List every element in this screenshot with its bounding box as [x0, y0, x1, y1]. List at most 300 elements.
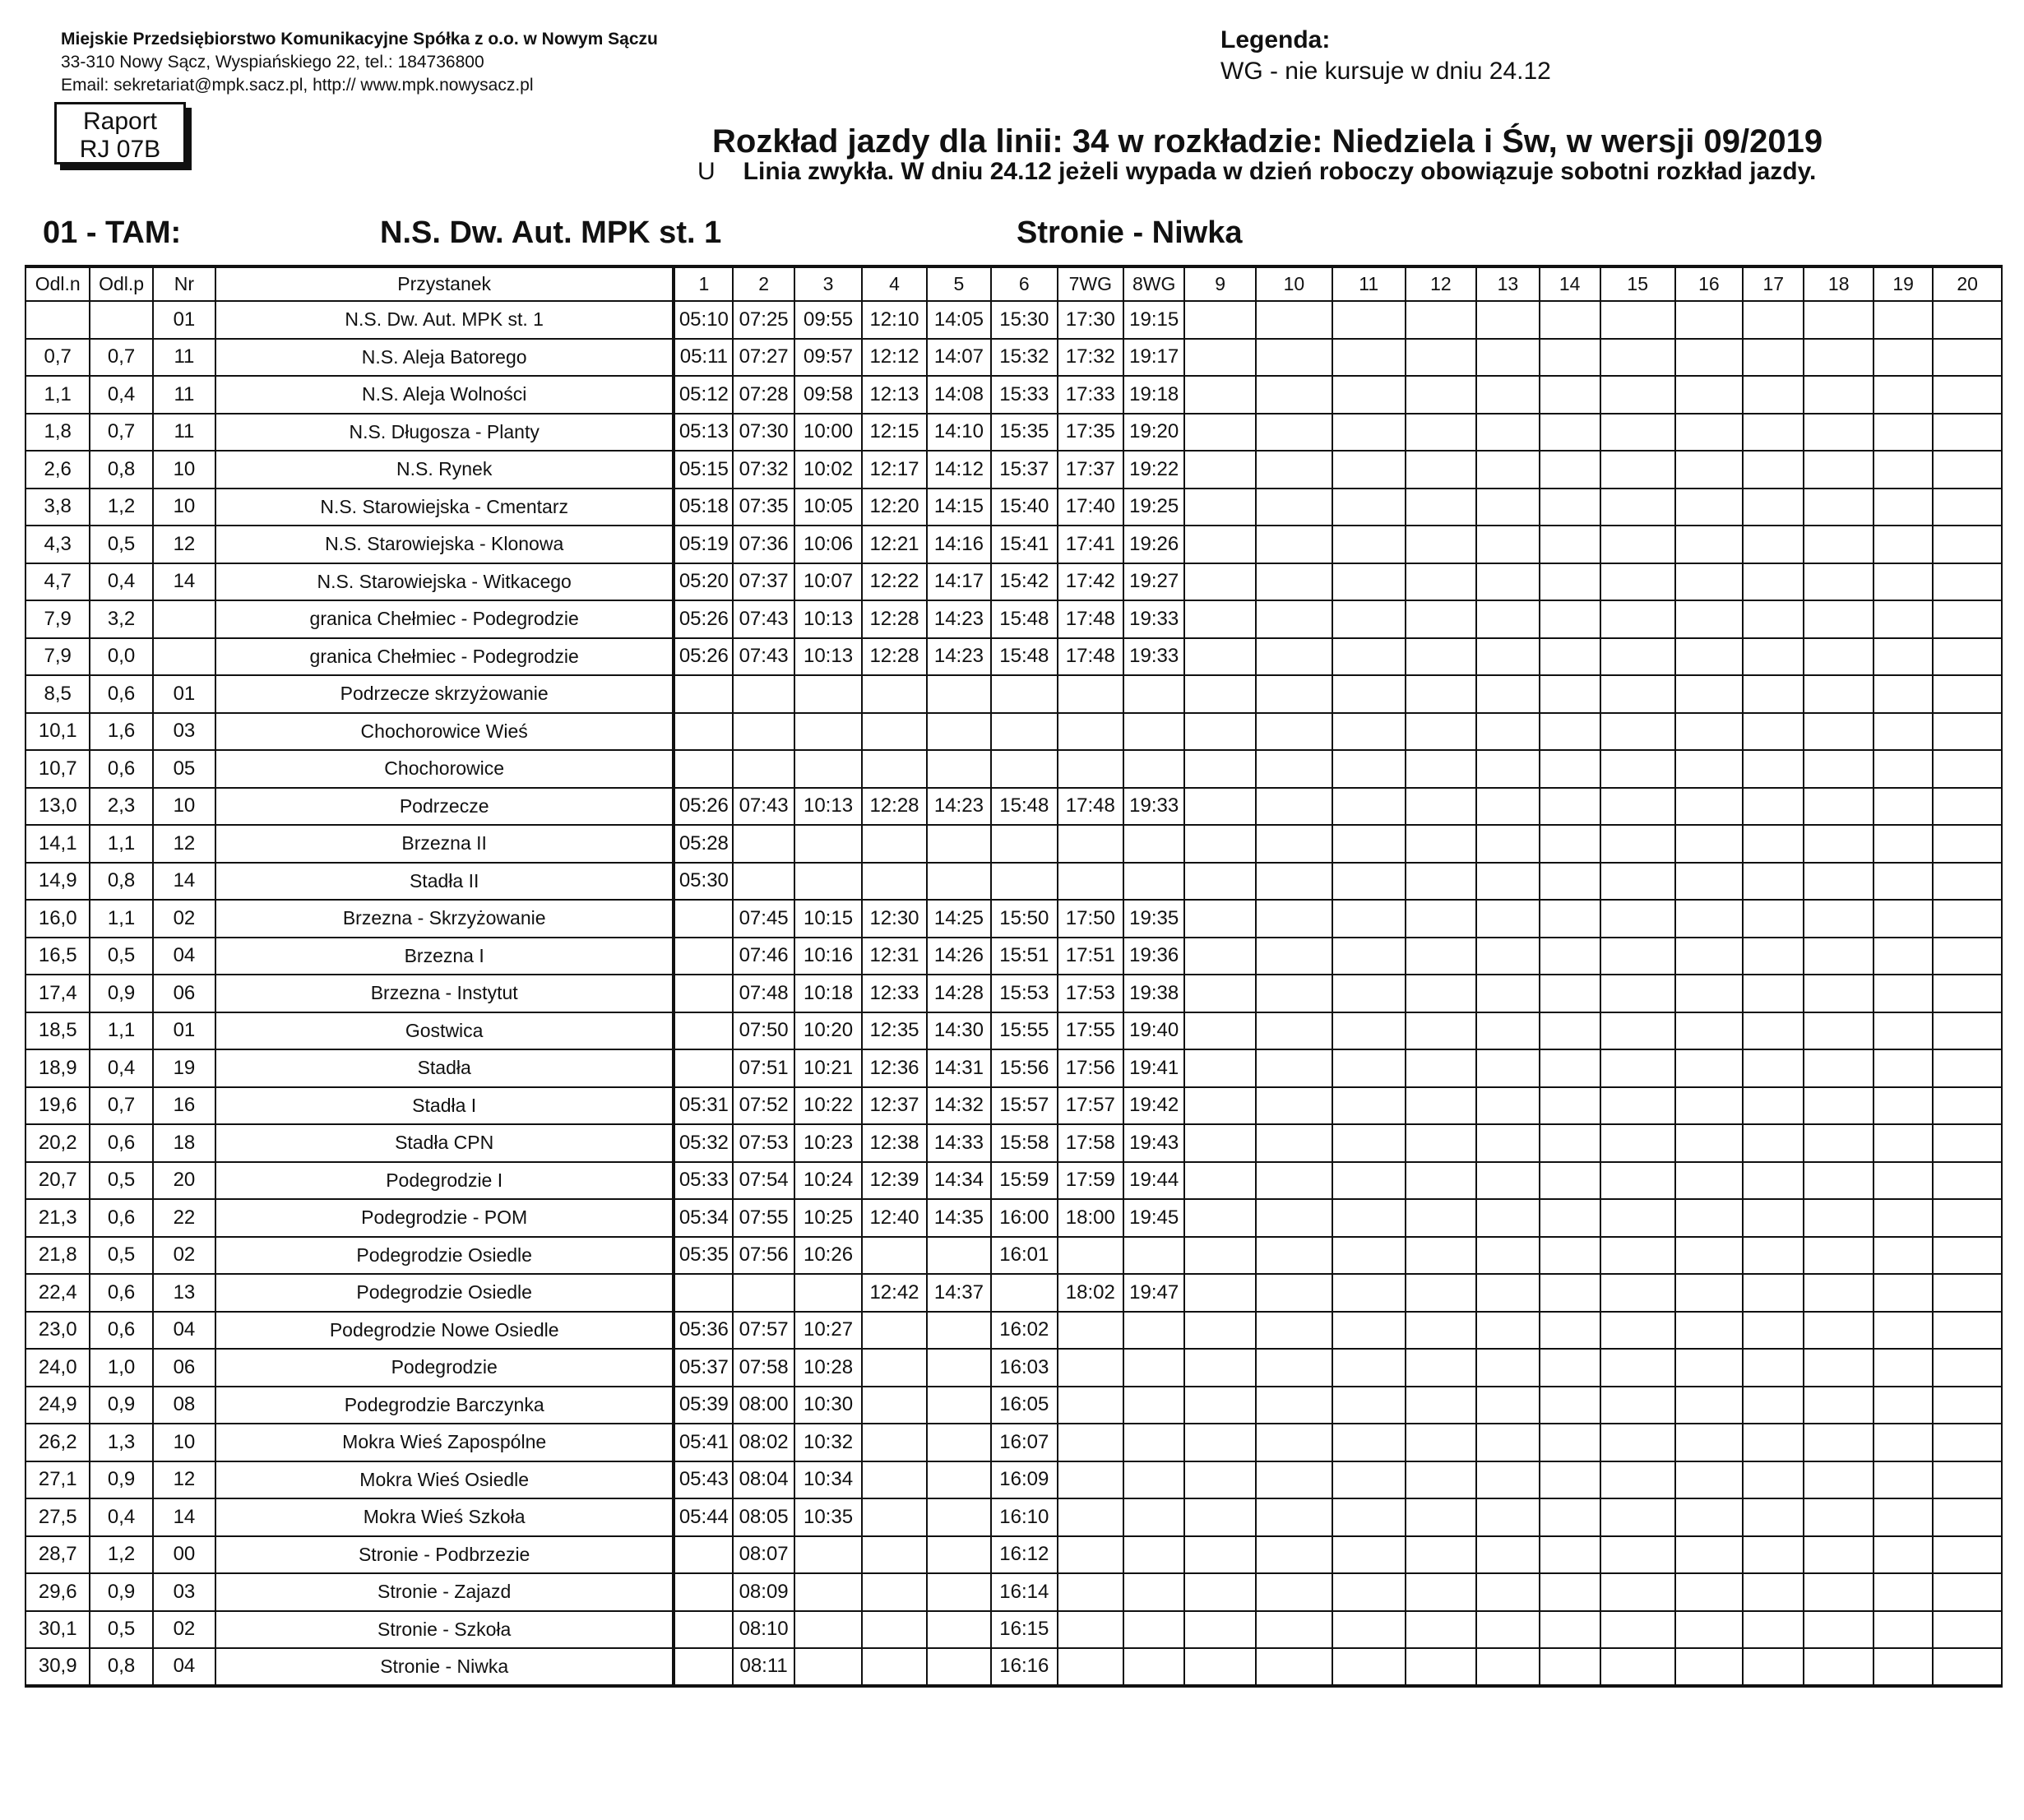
departure-time-cell	[1184, 1424, 1256, 1461]
distance-segment-cell: 0,5	[90, 938, 152, 975]
departure-time-cell	[1476, 638, 1539, 676]
departure-time-cell	[1406, 975, 1477, 1012]
departure-time-cell	[1476, 1012, 1539, 1050]
departure-time-cell	[1675, 1087, 1744, 1125]
departure-time-cell	[1476, 1274, 1539, 1312]
distance-segment-cell: 0,6	[90, 675, 152, 713]
departure-time-cell: 10:00	[794, 414, 863, 452]
distance-total-cell: 20,7	[25, 1162, 90, 1200]
stop-number-cell: 16	[153, 1087, 215, 1125]
table-row	[25, 1312, 2002, 1350]
departure-time-cell	[1675, 339, 1744, 377]
departure-time-cell: 10:27	[794, 1312, 863, 1350]
distance-segment-cell: 0,4	[90, 1498, 152, 1536]
stop-name-cell: Podegrodzie Osiedle	[215, 1274, 674, 1312]
stop-name-cell: Mokra Wieś Szkoła	[215, 1498, 674, 1536]
departure-time-cell	[733, 863, 794, 901]
departure-time-cell	[1332, 825, 1406, 863]
direction-from: N.S. Dw. Aut. MPK st. 1	[380, 215, 722, 250]
departure-time-cell	[927, 1498, 991, 1536]
departure-time-cell: 07:51	[733, 1049, 794, 1087]
departure-time-cell	[733, 825, 794, 863]
departure-time-cell	[1743, 1648, 1804, 1686]
departure-time-cell	[1058, 713, 1123, 751]
departure-time-cell	[1256, 638, 1332, 676]
departure-time-cell	[1123, 863, 1184, 901]
departure-time-cell: 10:13	[794, 600, 863, 638]
departure-time-cell	[1540, 489, 1600, 526]
departure-time-cell	[1675, 301, 1744, 339]
departure-time-cell	[1933, 1648, 2002, 1686]
departure-time-cell	[1873, 600, 1933, 638]
departure-time-cell: 15:48	[991, 600, 1057, 638]
departure-time-cell: 07:45	[733, 900, 794, 938]
departure-time-cell	[1540, 1387, 1600, 1424]
departure-time-cell: 05:26	[674, 638, 733, 676]
departure-time-cell	[1256, 825, 1332, 863]
departure-time-cell	[1406, 1274, 1477, 1312]
departure-time-cell: 08:09	[733, 1573, 794, 1611]
departure-time-cell	[674, 1274, 733, 1312]
departure-time-cell	[1675, 376, 1744, 414]
departure-time-cell: 07:27	[733, 339, 794, 377]
departure-time-cell: 16:10	[991, 1498, 1057, 1536]
departure-time-cell: 17:42	[1058, 563, 1123, 601]
departure-time-cell: 12:42	[862, 1274, 926, 1312]
departure-time-cell	[733, 750, 794, 788]
column-header: 18	[1804, 266, 1873, 301]
departure-time-cell	[1743, 1611, 1804, 1649]
departure-time-cell	[1476, 451, 1539, 489]
departure-time-cell	[1540, 339, 1600, 377]
distance-total-cell: 21,8	[25, 1237, 90, 1275]
departure-time-cell	[794, 863, 863, 901]
departure-time-cell	[1476, 414, 1539, 452]
distance-segment-cell: 0,9	[90, 1387, 152, 1424]
departure-time-cell: 08:00	[733, 1387, 794, 1424]
stop-number-cell: 12	[153, 1461, 215, 1499]
departure-time-cell	[1540, 900, 1600, 938]
departure-time-cell: 05:41	[674, 1424, 733, 1461]
departure-time-cell	[1933, 1424, 2002, 1461]
table-row	[25, 975, 2002, 1012]
departure-time-cell	[1933, 1274, 2002, 1312]
departure-time-cell	[1933, 1049, 2002, 1087]
distance-total-cell: 4,3	[25, 526, 90, 563]
departure-time-cell	[1184, 376, 1256, 414]
departure-time-cell	[1476, 489, 1539, 526]
departure-time-cell	[1332, 1087, 1406, 1125]
departure-time-cell	[1256, 301, 1332, 339]
distance-total-cell: 24,9	[25, 1387, 90, 1424]
departure-time-cell	[927, 1237, 991, 1275]
departure-time-cell	[1675, 1162, 1744, 1200]
departure-time-cell	[1476, 1049, 1539, 1087]
departure-time-cell: 19:20	[1123, 414, 1184, 452]
departure-time-cell: 19:44	[1123, 1162, 1184, 1200]
departure-time-cell	[1476, 376, 1539, 414]
departure-time-cell	[794, 713, 863, 751]
departure-time-cell: 12:36	[862, 1049, 926, 1087]
departure-time-cell	[1804, 788, 1873, 826]
departure-time-cell	[1873, 713, 1933, 751]
departure-time-cell: 10:35	[794, 1498, 863, 1536]
departure-time-cell	[1540, 1237, 1600, 1275]
departure-time-cell: 10:21	[794, 1049, 863, 1087]
departure-time-cell	[1332, 900, 1406, 938]
departure-time-cell	[1256, 1199, 1332, 1237]
departure-time-cell	[1058, 1611, 1123, 1649]
departure-time-cell	[1600, 1124, 1675, 1162]
distance-segment-cell: 0,9	[90, 1461, 152, 1499]
departure-time-cell	[1123, 1611, 1184, 1649]
departure-time-cell	[1540, 825, 1600, 863]
departure-time-cell	[1933, 489, 2002, 526]
departure-time-cell	[862, 1536, 926, 1574]
departure-time-cell	[1675, 1387, 1744, 1424]
departure-time-cell: 10:15	[794, 900, 863, 938]
departure-time-cell: 14:33	[927, 1124, 991, 1162]
departure-time-cell	[1804, 1312, 1873, 1350]
departure-time-cell: 12:10	[862, 301, 926, 339]
departure-time-cell: 10:05	[794, 489, 863, 526]
distance-segment-cell: 0,9	[90, 975, 152, 1012]
stop-number-cell: 03	[153, 713, 215, 751]
departure-time-cell	[1406, 1237, 1477, 1275]
departure-time-cell	[1675, 1274, 1744, 1312]
departure-time-cell	[862, 1498, 926, 1536]
departure-time-cell: 19:17	[1123, 339, 1184, 377]
departure-time-cell	[674, 1648, 733, 1686]
departure-time-cell	[1600, 1424, 1675, 1461]
departure-time-cell	[1476, 750, 1539, 788]
departure-time-cell	[1406, 339, 1477, 377]
departure-time-cell	[1743, 638, 1804, 676]
table-row	[25, 638, 2002, 676]
departure-time-cell	[991, 863, 1057, 901]
departure-time-cell	[1058, 1536, 1123, 1574]
departure-time-cell	[1873, 1536, 1933, 1574]
stop-number-cell	[153, 638, 215, 676]
stop-number-cell: 14	[153, 563, 215, 601]
page-title: Rozkład jazdy dla linii: 34 w rozkładzie: Niedziela i Św, w wersji 09/2019	[712, 123, 1823, 160]
departure-time-cell	[1058, 675, 1123, 713]
stop-name-cell: Chochorowice Wieś	[215, 713, 674, 751]
stop-name-cell: N.S. Długosza - Planty	[215, 414, 674, 452]
departure-time-cell	[1933, 1312, 2002, 1350]
distance-total-cell: 14,9	[25, 863, 90, 901]
departure-time-cell	[1184, 600, 1256, 638]
departure-time-cell	[1476, 1461, 1539, 1499]
column-header: 15	[1600, 266, 1675, 301]
departure-time-cell: 12:33	[862, 975, 926, 1012]
departure-time-cell: 17:35	[1058, 414, 1123, 452]
departure-time-cell	[1184, 1162, 1256, 1200]
departure-time-cell	[1406, 451, 1477, 489]
departure-time-cell	[1406, 376, 1477, 414]
departure-time-cell: 12:40	[862, 1199, 926, 1237]
departure-time-cell	[1332, 414, 1406, 452]
departure-time-cell	[1476, 1349, 1539, 1387]
table-row	[25, 489, 2002, 526]
departure-time-cell	[1933, 1387, 2002, 1424]
departure-time-cell	[1476, 675, 1539, 713]
departure-time-cell	[1476, 339, 1539, 377]
departure-time-cell	[1123, 1312, 1184, 1350]
departure-time-cell: 09:58	[794, 376, 863, 414]
departure-time-cell: 16:03	[991, 1349, 1057, 1387]
distance-total-cell: 18,9	[25, 1049, 90, 1087]
stop-number-cell: 12	[153, 825, 215, 863]
stop-name-cell: Podrzecze skrzyżowanie	[215, 675, 674, 713]
departure-time-cell	[1675, 1498, 1744, 1536]
stop-number-cell: 02	[153, 1237, 215, 1275]
distance-total-cell: 7,9	[25, 600, 90, 638]
departure-time-cell	[733, 675, 794, 713]
departure-time-cell	[1600, 1498, 1675, 1536]
departure-time-cell: 14:08	[927, 376, 991, 414]
departure-time-cell	[1332, 863, 1406, 901]
departure-time-cell: 07:56	[733, 1237, 794, 1275]
departure-time-cell: 15:37	[991, 451, 1057, 489]
departure-time-cell: 19:40	[1123, 1012, 1184, 1050]
departure-time-cell	[1600, 713, 1675, 751]
departure-time-cell	[1184, 1498, 1256, 1536]
departure-time-cell	[1933, 1349, 2002, 1387]
departure-time-cell	[862, 713, 926, 751]
departure-time-cell	[1476, 563, 1539, 601]
legend-title: Legenda:	[1220, 26, 1331, 53]
departure-time-cell	[1873, 900, 1933, 938]
departure-time-cell	[1476, 526, 1539, 563]
departure-time-cell	[1873, 563, 1933, 601]
departure-time-cell	[1476, 600, 1539, 638]
departure-time-cell	[1256, 1387, 1332, 1424]
column-header: Odl.n	[25, 266, 90, 301]
departure-time-cell	[1256, 1012, 1332, 1050]
departure-time-cell	[1540, 1648, 1600, 1686]
departure-time-cell	[1123, 1424, 1184, 1461]
stop-number-cell: 10	[153, 1424, 215, 1461]
departure-time-cell	[1184, 713, 1256, 751]
departure-time-cell: 16:07	[991, 1424, 1057, 1461]
departure-time-cell: 12:39	[862, 1162, 926, 1200]
departure-time-cell	[794, 1611, 863, 1649]
departure-time-cell	[1540, 713, 1600, 751]
distance-total-cell: 10,1	[25, 713, 90, 751]
departure-time-cell	[1873, 526, 1933, 563]
departure-time-cell: 12:15	[862, 414, 926, 452]
departure-time-cell	[1406, 1424, 1477, 1461]
departure-time-cell	[1256, 563, 1332, 601]
departure-time-cell	[1600, 1349, 1675, 1387]
departure-time-cell	[1804, 1012, 1873, 1050]
departure-time-cell	[1476, 938, 1539, 975]
column-header: Odl.p	[90, 266, 152, 301]
distance-total-cell: 10,7	[25, 750, 90, 788]
departure-time-cell	[1804, 1124, 1873, 1162]
departure-time-cell: 17:48	[1058, 638, 1123, 676]
departure-time-cell: 14:31	[927, 1049, 991, 1087]
departure-time-cell	[1743, 788, 1804, 826]
departure-time-cell	[794, 825, 863, 863]
departure-time-cell	[1184, 1349, 1256, 1387]
departure-time-cell	[1123, 1573, 1184, 1611]
departure-time-cell	[1540, 1199, 1600, 1237]
departure-time-cell	[1540, 788, 1600, 826]
stop-number-cell: 11	[153, 339, 215, 377]
departure-time-cell	[1406, 713, 1477, 751]
departure-time-cell	[1675, 1461, 1744, 1499]
departure-time-cell	[1540, 938, 1600, 975]
departure-time-cell	[1540, 600, 1600, 638]
departure-time-cell	[1600, 1237, 1675, 1275]
departure-time-cell	[927, 1648, 991, 1686]
departure-time-cell	[1600, 900, 1675, 938]
departure-time-cell	[1406, 1387, 1477, 1424]
departure-time-cell	[927, 1611, 991, 1649]
departure-time-cell	[1743, 1424, 1804, 1461]
distance-segment-cell: 1,0	[90, 1349, 152, 1387]
departure-time-cell	[1540, 301, 1600, 339]
departure-time-cell	[1743, 489, 1804, 526]
departure-time-cell	[1743, 1012, 1804, 1050]
column-header: Nr	[153, 266, 215, 301]
departure-time-cell	[1743, 1312, 1804, 1350]
stop-name-cell: Stronie - Szkoła	[215, 1611, 674, 1649]
departure-time-cell	[1256, 975, 1332, 1012]
departure-time-cell: 10:16	[794, 938, 863, 975]
departure-time-cell	[1058, 1461, 1123, 1499]
stop-name-cell: N.S. Starowiejska - Cmentarz	[215, 489, 674, 526]
departure-time-cell	[1933, 900, 2002, 938]
departure-time-cell: 07:37	[733, 563, 794, 601]
distance-segment-cell: 0,7	[90, 414, 152, 452]
column-header: 7WG	[1058, 266, 1123, 301]
departure-time-cell	[1933, 414, 2002, 452]
departure-time-cell	[862, 1648, 926, 1686]
table-row	[25, 1049, 2002, 1087]
departure-time-cell	[1123, 1536, 1184, 1574]
departure-time-cell	[1406, 600, 1477, 638]
departure-time-cell: 15:30	[991, 301, 1057, 339]
departure-time-cell	[1933, 975, 2002, 1012]
distance-total-cell: 17,4	[25, 975, 90, 1012]
departure-time-cell	[1476, 713, 1539, 751]
departure-time-cell: 08:11	[733, 1648, 794, 1686]
departure-time-cell: 17:57	[1058, 1087, 1123, 1125]
departure-time-cell	[1332, 1012, 1406, 1050]
departure-time-cell	[1184, 526, 1256, 563]
table-row	[25, 900, 2002, 938]
departure-time-cell	[1184, 1049, 1256, 1087]
distance-segment-cell: 0,6	[90, 1199, 152, 1237]
departure-time-cell: 07:43	[733, 788, 794, 826]
departure-time-cell	[1184, 675, 1256, 713]
distance-total-cell: 23,0	[25, 1312, 90, 1350]
departure-time-cell	[927, 825, 991, 863]
departure-time-cell	[1123, 713, 1184, 751]
departure-time-cell	[1540, 863, 1600, 901]
departure-time-cell: 16:12	[991, 1536, 1057, 1574]
stop-number-cell: 10	[153, 451, 215, 489]
stop-number-cell: 22	[153, 1199, 215, 1237]
distance-total-cell: 29,6	[25, 1573, 90, 1611]
departure-time-cell: 14:25	[927, 900, 991, 938]
page-subtitle	[697, 158, 1816, 186]
departure-time-cell: 17:59	[1058, 1162, 1123, 1200]
departure-time-cell: 17:51	[1058, 938, 1123, 975]
departure-time-cell	[1256, 713, 1332, 751]
distance-total-cell: 27,5	[25, 1498, 90, 1536]
departure-time-cell	[794, 675, 863, 713]
departure-time-cell: 17:48	[1058, 788, 1123, 826]
stop-name-cell: Stronie - Zajazd	[215, 1573, 674, 1611]
departure-time-cell	[1933, 1199, 2002, 1237]
departure-time-cell: 10:13	[794, 638, 863, 676]
column-header: 19	[1873, 266, 1933, 301]
departure-time-cell	[1804, 1498, 1873, 1536]
departure-time-cell	[1256, 675, 1332, 713]
departure-time-cell	[1184, 1087, 1256, 1125]
departure-time-cell	[1540, 526, 1600, 563]
departure-time-cell	[1873, 863, 1933, 901]
departure-time-cell	[1058, 1648, 1123, 1686]
departure-time-cell	[674, 1611, 733, 1649]
departure-time-cell	[1804, 1387, 1873, 1424]
departure-time-cell	[1600, 1087, 1675, 1125]
departure-time-cell: 10:23	[794, 1124, 863, 1162]
departure-time-cell: 07:30	[733, 414, 794, 452]
table-row	[25, 563, 2002, 601]
column-header: 6	[991, 266, 1057, 301]
departure-time-cell	[1873, 1573, 1933, 1611]
departure-time-cell	[1540, 1049, 1600, 1087]
departure-time-cell	[1540, 1274, 1600, 1312]
departure-time-cell	[862, 1611, 926, 1649]
stop-number-cell: 04	[153, 1648, 215, 1686]
table-row	[25, 1087, 2002, 1125]
departure-time-cell	[1256, 451, 1332, 489]
departure-time-cell: 05:32	[674, 1124, 733, 1162]
departure-time-cell	[1600, 788, 1675, 826]
departure-time-cell	[1184, 451, 1256, 489]
departure-time-cell	[1675, 1049, 1744, 1087]
departure-time-cell: 19:43	[1123, 1124, 1184, 1162]
departure-time-cell: 19:27	[1123, 563, 1184, 601]
departure-time-cell: 15:53	[991, 975, 1057, 1012]
departure-time-cell	[1743, 1124, 1804, 1162]
departure-time-cell	[1256, 1087, 1332, 1125]
departure-time-cell	[1406, 1012, 1477, 1050]
departure-time-cell	[1406, 1611, 1477, 1649]
departure-time-cell	[1675, 1573, 1744, 1611]
table-row	[25, 376, 2002, 414]
departure-time-cell	[1933, 563, 2002, 601]
departure-time-cell	[1184, 1274, 1256, 1312]
departure-time-cell: 05:13	[674, 414, 733, 452]
departure-time-cell	[1743, 938, 1804, 975]
stop-number-cell: 18	[153, 1124, 215, 1162]
departure-time-cell: 05:15	[674, 451, 733, 489]
departure-time-cell	[1804, 489, 1873, 526]
report-code: RJ 07B	[79, 136, 161, 163]
departure-time-cell	[1600, 1611, 1675, 1649]
distance-segment-cell: 0,6	[90, 1312, 152, 1350]
departure-time-cell	[1540, 975, 1600, 1012]
legend	[1220, 25, 1551, 87]
table-row	[25, 1012, 2002, 1050]
